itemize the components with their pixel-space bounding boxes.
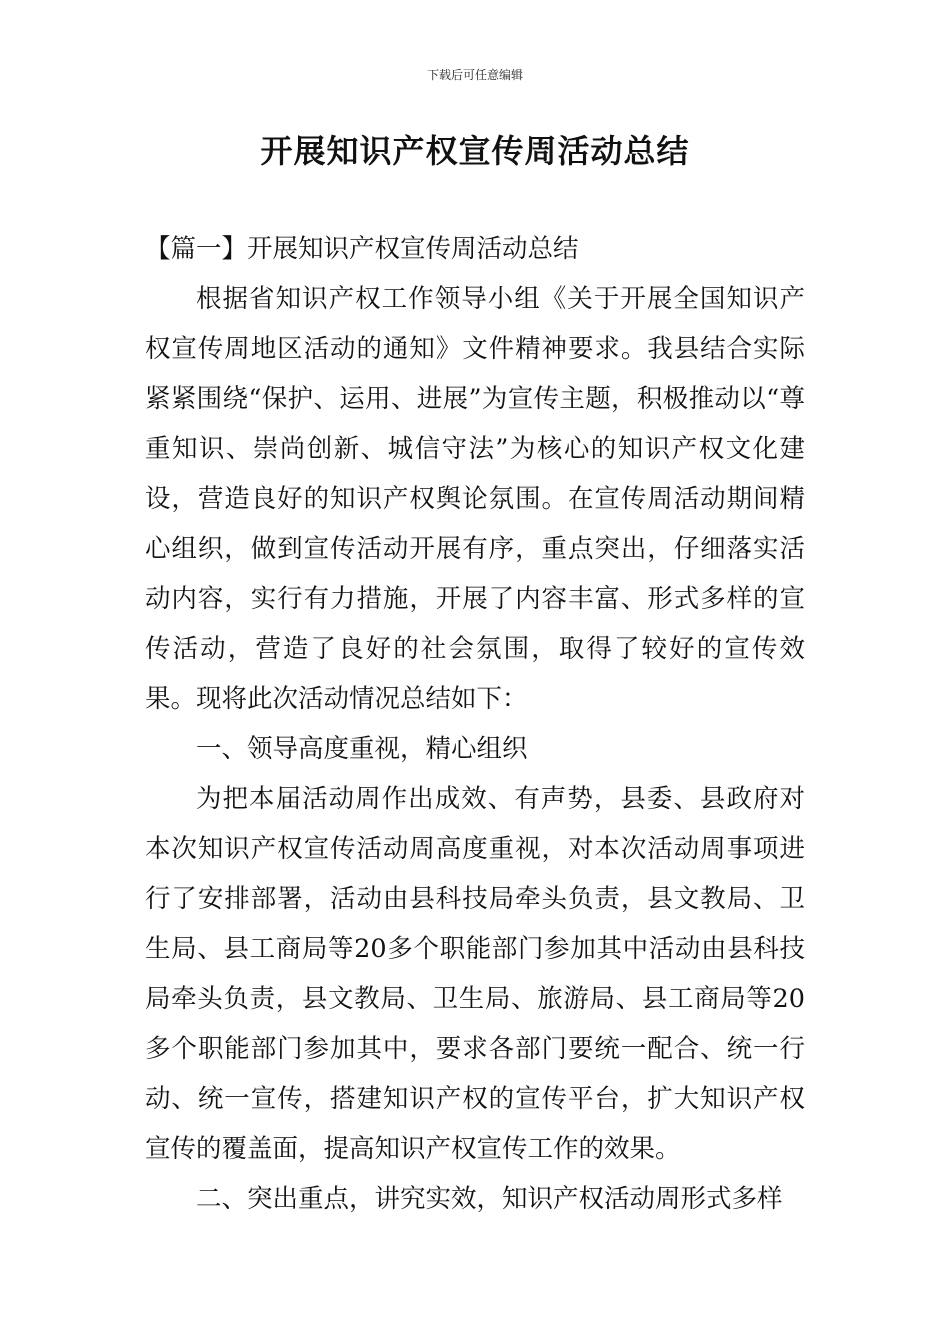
body-paragraph-one: 为把本届活动周作出成效、有声势，县委、县政府对本次知识产权宣传活动周高度重视，对本次活动周事项进行了安排部署，活动由县科技局牵头负责，县文教局、卫生局、县工商局等20多个职能部门参加其中活动由县科技局牵头负责，县文教局、卫生局、旅游局、县工商局等20多个职能部门参加其中，要求各部门要统一配合、统一行动、统一宣传，搭建知识产权的宣传平台，扩大知识产权宣传的覆盖面，提高知识产权宣传工作的效果。	[145, 784, 805, 1164]
document-body	[145, 224, 805, 1224]
intro-paragraph: 根据省知识产权工作领导小组《关于开展全国知识产权宣传周地区活动的通知》文件精神要求。我县结合实际紧紧围绕“保护、运用、进展”为宣传主题，积极推动以“尊重知识、崇尚创新、城信守法”为核心的知识产权文化建设，营造良好的知识产权舆论氛围。在宣传周活动期间精心组织，做到宣传活动开展有序，重点突出，仔细落实活动内容，实行有力措施，开展了内容丰富、形式多样的宣传活动，营造了良好的社会氛围，取得了较好的宣传效果。现将此次活动情况总结如下：	[145, 284, 805, 714]
document-title: 开展知识产权宣传周活动总结	[260, 132, 690, 170]
heading-one: 一、领导高度重视，精心组织	[196, 734, 528, 764]
section-label: 【篇一】开展知识产权宣传周活动总结	[145, 234, 579, 264]
header-note: 下载后可任意编辑	[426, 68, 523, 82]
heading-two: 二、突出重点，讲究实效，知识产权活动周形式多样	[196, 1184, 783, 1214]
